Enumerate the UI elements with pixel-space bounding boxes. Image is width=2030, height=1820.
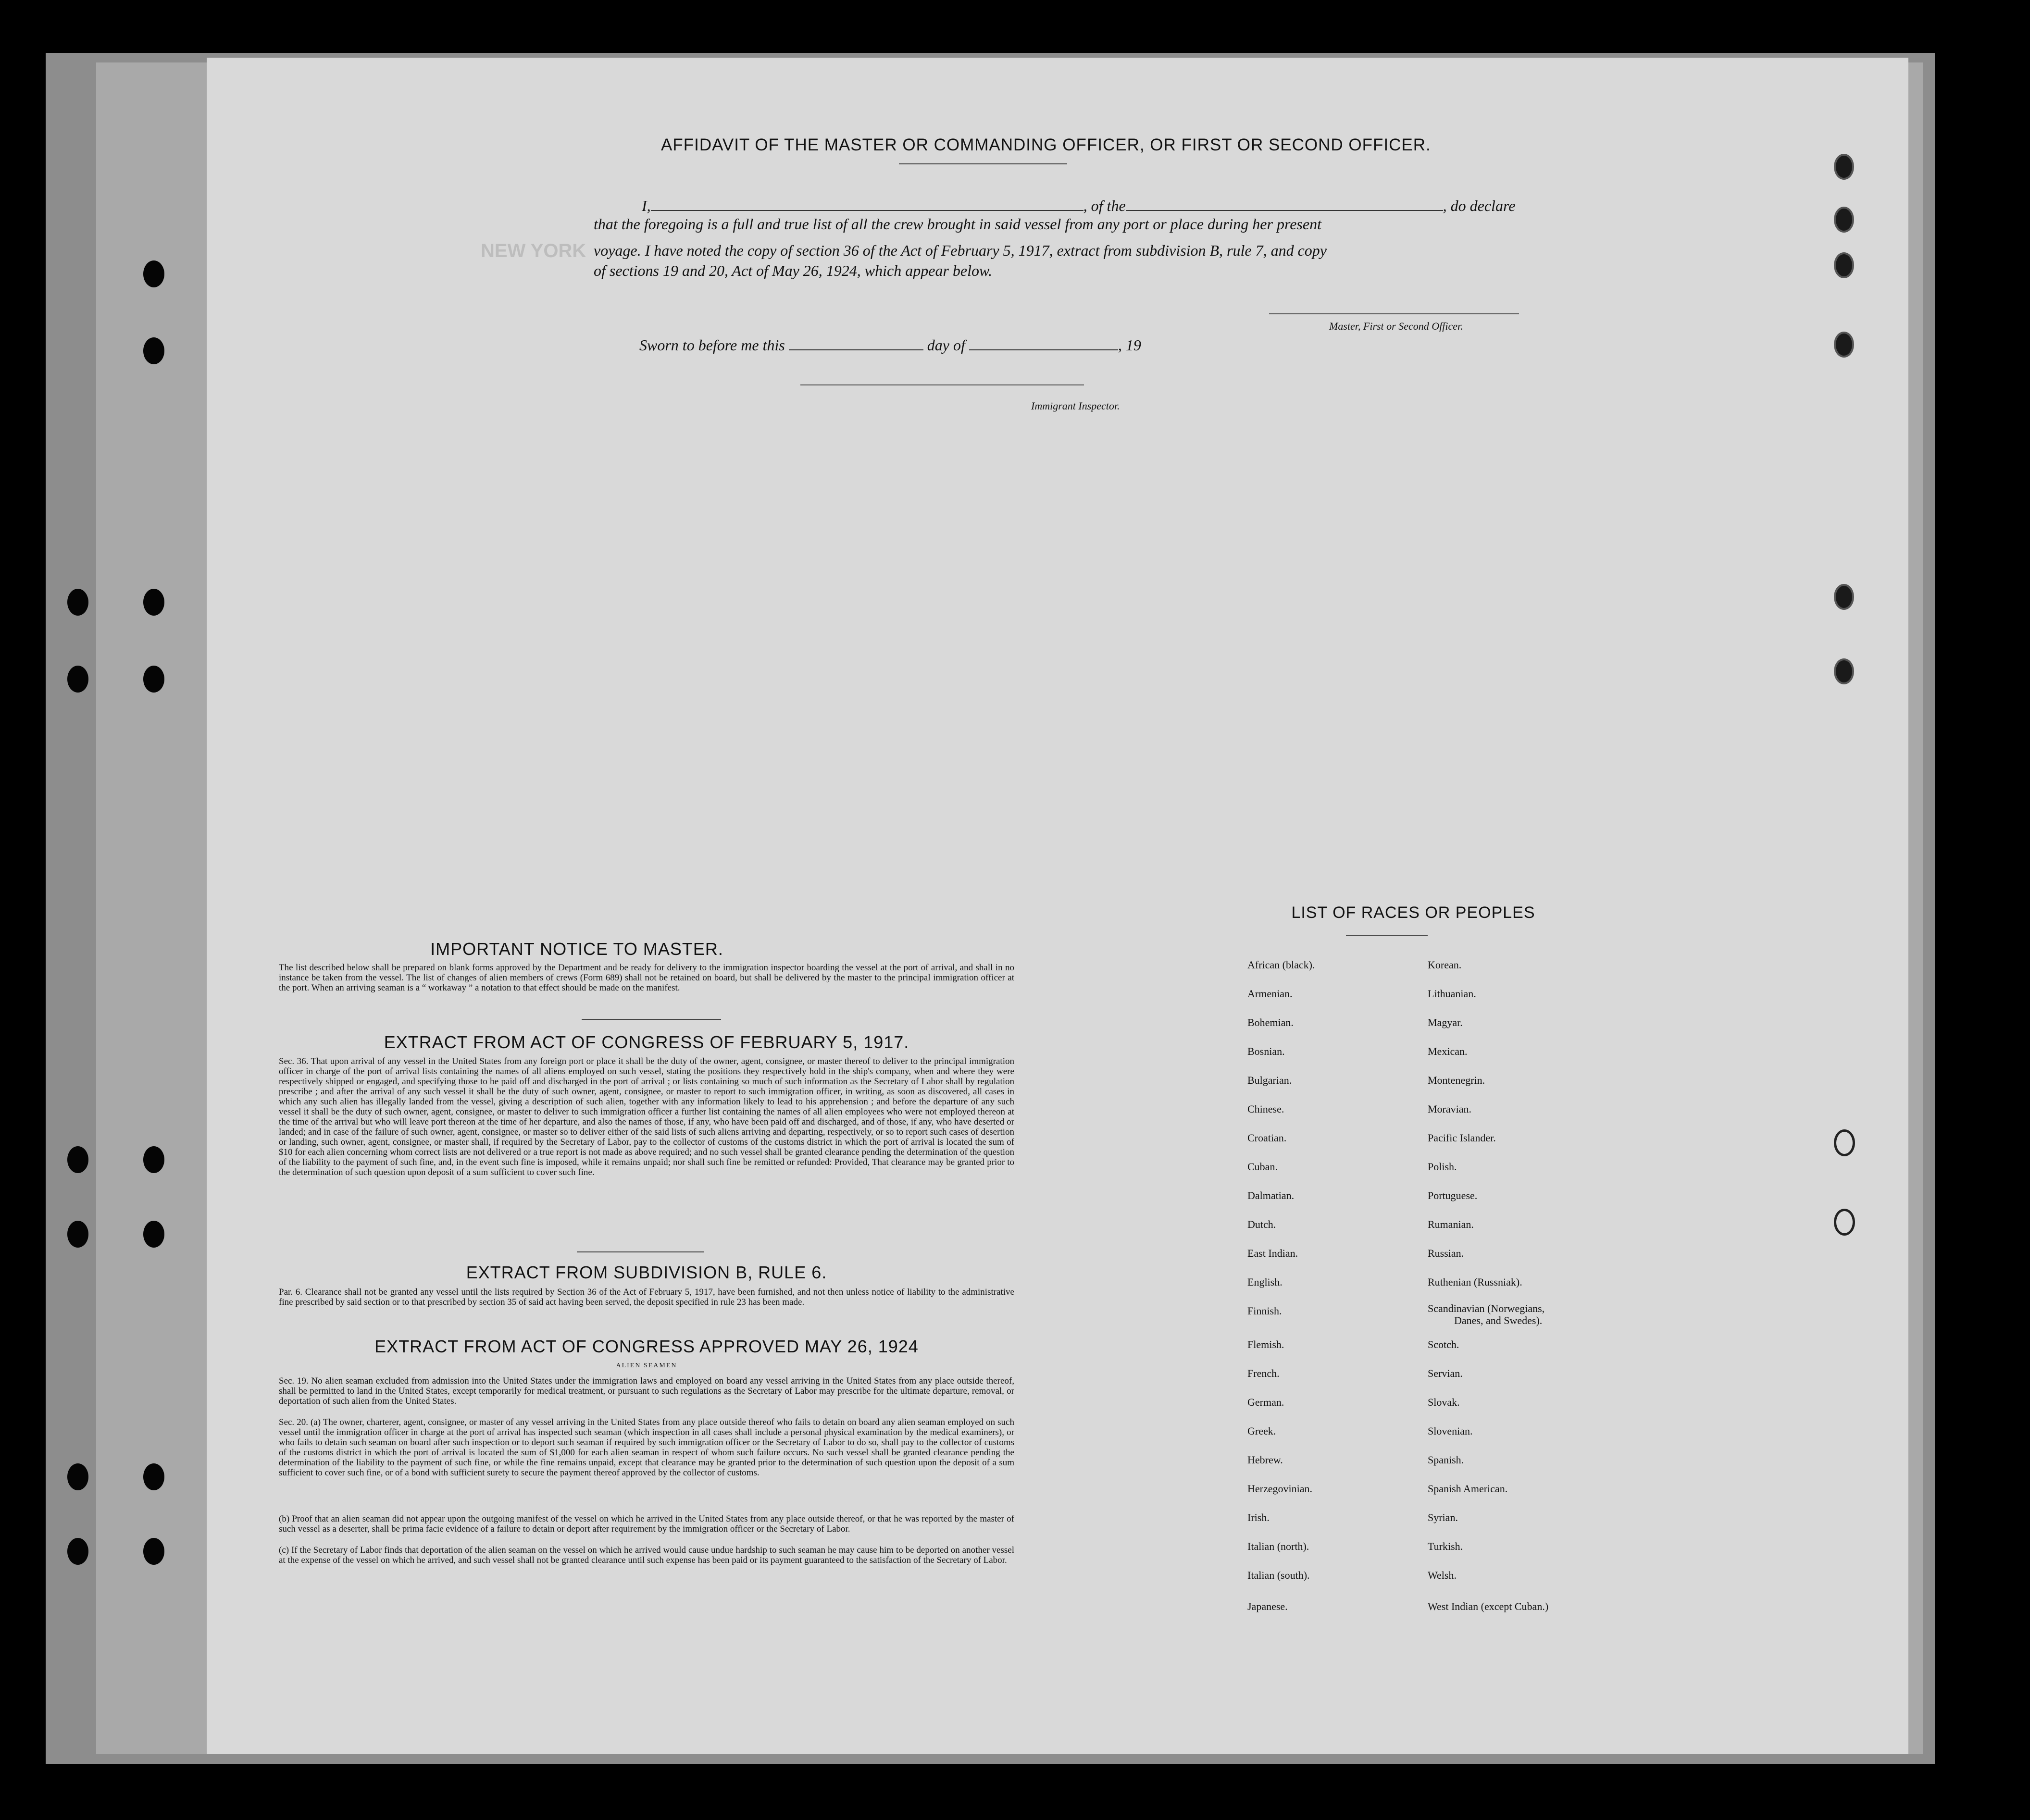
affidavit-line-3: voyage. I have noted the copy of section 36 of the Act of February 5, 1917, extract from subdivision B, rule 7, and copy xyxy=(594,242,1327,259)
race-item: Armenian. xyxy=(1247,988,1293,1000)
sworn-prefix: Sworn to before me this xyxy=(639,336,785,354)
race-item: Welsh. xyxy=(1428,1569,1457,1581)
master-label: Master, First or Second Officer. xyxy=(1329,320,1463,332)
race-item: Scandinavian (Norwegians, xyxy=(1428,1302,1545,1314)
race-item: Italian (south). xyxy=(1247,1569,1310,1581)
binder-hole-icon xyxy=(143,260,164,287)
race-item: West Indian (except Cuban.) xyxy=(1428,1600,1549,1612)
race-item: Japanese. xyxy=(1247,1600,1288,1612)
divider xyxy=(582,1019,721,1020)
binder-hole-icon xyxy=(143,1463,164,1490)
race-item: Pacific Islander. xyxy=(1428,1132,1496,1144)
binder-hole-icon xyxy=(67,589,88,616)
master-signature-line[interactable] xyxy=(1269,313,1519,314)
divider xyxy=(1346,935,1428,936)
race-item: Dalmatian. xyxy=(1247,1189,1295,1201)
affidavit-declare: , do declare xyxy=(1443,197,1516,214)
sworn-day-label: day of xyxy=(927,336,965,354)
binder-hole-icon xyxy=(143,1538,164,1565)
notice-body: The list described below shall be prepared on blank forms approved by the Department and be ready for delivery to the immigration inspector boarding the vessel at the port of arrival, and shall in no instance be taken from the vessel. The list of changes of alien members of crews (Form 689) shall not be retained on board, but shall be delivered by the master to the principal immigration officer at the port. When an arriving seaman is a “ workaway ” a notation to that effect should be made on the manifest. xyxy=(279,963,1014,993)
race-item: African (black). xyxy=(1247,959,1315,971)
extract-1917-title: EXTRACT FROM ACT OF CONGRESS OF FEBRUARY 5, 1917. xyxy=(384,1032,909,1052)
binder-hole-icon xyxy=(1834,154,1854,180)
race-item: English. xyxy=(1247,1276,1283,1288)
binder-hole-icon xyxy=(1834,658,1854,684)
race-item: Scotch. xyxy=(1428,1338,1459,1350)
binder-hole-icon xyxy=(1834,1209,1855,1236)
binder-hole-icon xyxy=(1834,252,1854,278)
race-item: Herzegovinian. xyxy=(1247,1483,1312,1495)
sworn-year-label: , 19 xyxy=(1118,336,1141,354)
race-item: Flemish. xyxy=(1247,1338,1284,1350)
affidavit-of-the: , of the xyxy=(1083,197,1126,214)
binder-hole-icon xyxy=(143,1221,164,1248)
race-item: Turkish. xyxy=(1428,1540,1463,1552)
race-item: Spanish. xyxy=(1428,1454,1464,1466)
extract-1924-subtitle: ALIEN SEAMEN xyxy=(616,1362,677,1369)
affidavit-i: I, xyxy=(642,197,651,214)
notice-title: IMPORTANT NOTICE TO MASTER. xyxy=(430,939,723,959)
race-item: German. xyxy=(1247,1396,1284,1408)
binder-hole-icon xyxy=(143,337,164,364)
race-item: Russian. xyxy=(1428,1247,1464,1259)
binder-hole-icon xyxy=(67,1538,88,1565)
name-blank[interactable] xyxy=(651,209,1083,211)
race-item: Magyar. xyxy=(1428,1016,1463,1028)
race-item: Italian (north). xyxy=(1247,1540,1309,1552)
race-item: Ruthenian (Russniak). xyxy=(1428,1276,1522,1288)
race-item: Slovenian. xyxy=(1428,1425,1473,1437)
sworn-line xyxy=(639,336,1141,354)
binder-hole-icon xyxy=(1834,207,1854,233)
inspector-label: Immigrant Inspector. xyxy=(1031,400,1120,412)
race-item: East Indian. xyxy=(1247,1247,1298,1259)
race-item: French. xyxy=(1247,1367,1280,1379)
binder-hole-icon xyxy=(1834,1129,1855,1156)
affidavit-title: AFFIDAVIT OF THE MASTER OR COMMANDING OFFICER, OR FIRST OR SECOND OFFICER. xyxy=(661,136,1431,154)
race-item: Korean. xyxy=(1428,959,1462,971)
race-item: Croatian. xyxy=(1247,1132,1287,1144)
binder-hole-icon xyxy=(67,1146,88,1173)
race-item: Dutch. xyxy=(1247,1218,1276,1230)
extract-1924-sec19: Sec. 19. No alien seaman excluded from admission into the United States under the immigration laws and employed on board any vessel arriving in the United States from any place outside thereof, shall be permitted to land in the United States, except temporarily for medical treatment, or pursuant to such regulations as the Secretary of Labor may prescribe for the ultimate departure, removal, or deportation of such alien from the United States. xyxy=(279,1376,1014,1406)
binder-hole-icon xyxy=(67,666,88,693)
races-title: LIST OF RACES OR PEOPLES xyxy=(1291,904,1535,922)
race-item: Finnish. xyxy=(1247,1305,1282,1317)
sworn-day-blank[interactable] xyxy=(789,348,923,350)
race-item: Polish. xyxy=(1428,1161,1457,1173)
binder-hole-icon xyxy=(1834,332,1854,358)
binder-hole-icon xyxy=(143,666,164,693)
race-item: Montenegrin. xyxy=(1428,1074,1485,1086)
race-item: Rumanian. xyxy=(1428,1218,1474,1230)
divider xyxy=(577,1251,704,1252)
race-item: Cuban. xyxy=(1247,1161,1278,1173)
race-item-continued: Danes, and Swedes). xyxy=(1454,1314,1543,1326)
race-item: Chinese. xyxy=(1247,1103,1284,1115)
binder-hole-icon xyxy=(67,1463,88,1490)
race-item: Irish. xyxy=(1247,1511,1270,1523)
race-item: Bohemian. xyxy=(1247,1016,1294,1028)
extract-rule6-body: Par. 6. Clearance shall not be granted any vessel until the lists required by Section 36 of the Act of February 5, 1917, have been furnished, and not then unless notice of liability to the administrative fine prescribed by said section or to that prescribed by section 35 of said act having been served, the deposit specified in rule 23 has been made. xyxy=(279,1287,1014,1307)
sworn-month-blank[interactable] xyxy=(969,348,1118,350)
race-item: Syrian. xyxy=(1428,1511,1458,1523)
binder-hole-icon xyxy=(143,1146,164,1173)
race-item: Spanish American. xyxy=(1428,1483,1508,1495)
affidavit-line-4: of sections 19 and 20, Act of May 26, 1924, which appear below. xyxy=(594,262,992,279)
binder-hole-icon xyxy=(143,589,164,616)
race-item: Portuguese. xyxy=(1428,1189,1478,1201)
race-item: Bosnian. xyxy=(1247,1045,1285,1057)
bleed-through-port: NEW YORK xyxy=(481,240,586,261)
affidavit-line-1 xyxy=(642,197,1515,215)
race-item: Moravian. xyxy=(1428,1103,1472,1115)
vessel-blank[interactable] xyxy=(1126,209,1443,211)
title-underline xyxy=(899,163,1067,164)
manifest-page xyxy=(207,58,1908,1754)
extract-1924-title: EXTRACT FROM ACT OF CONGRESS APPROVED MAY 26, 1924 xyxy=(374,1337,919,1356)
affidavit-line-2: that the foregoing is a full and true list of all the crew brought in said vessel from any port or place during her present xyxy=(594,215,1321,233)
extract-1924-sec20b: (b) Proof that an alien seaman did not appear upon the outgoing manifest of the vessel on which he arrived in the United States from any place outside thereof, or that he was reported by the master of such vessel as a deserter, shall be prima facie evidence of a failure to detain or deport after requirement by the immigration officer or the Secretary of Labor. xyxy=(279,1514,1014,1534)
race-item: Mexican. xyxy=(1428,1045,1468,1057)
race-item: Greek. xyxy=(1247,1425,1276,1437)
race-item: Servian. xyxy=(1428,1367,1463,1379)
race-item: Slovak. xyxy=(1428,1396,1460,1408)
extract-1917-body: Sec. 36. That upon arrival of any vessel in the United States from any foreign port or place it shall be the duty of the owner, agent, consignee, or master thereof to deliver to the principal immigration officer in charge of the port of arrival lists containing the names of all aliens employed on such vessel, stating the positions they respectively hold in the ship's company, when and where they were respectively shipped or engaged, and specifying those to be paid off and discharged in the port of arrival ; or lists containing so much of such information as the Secretary of Labor shall by regulation prescribe ; and after the arrival of any such vessel it shall be the duty of such owner, agent, consignee, or master to report to such immigration officer, in writing, as soon as discovered, all cases in which any such alien has illegally landed from the vessel, giving a description of such alien, together with any information likely to lead to his apprehension ; and before the departure of any such vessel it shall be the duty of such owner, agent, consignee, or master to deliver to such immigration officer a further list containing the names of all alien employees who were not employed thereon at the time of the arrival but who will leave port thereon at the time of her departure, and also the names of those, if any, who have been paid off and discharged, and of those, if any, who have deserted or landed; and in case of the failure of such owner, agent, consignee, or master so to deliver either of the said lists of such aliens arriving and departing, respectively, or so to report such cases of desertion or landing, such owner, agent, consignee, or master shall, if required by the Secretary of Labor, pay to the collector of customs of the customs district in which the port of arrival is located the sum of $10 for each alien concerning whom correct lists are not delivered or a true report is not made as above required; and no such vessel shall be granted clearance pending the determination of the question of the liability to the payment of such fine, and, in the event such fine is imposed, while it remains unpaid; nor shall such fine be remitted or refunded: Provided, That clearance may be granted prior to the determination of such question upon deposit of a sum sufficient to cover such fine. xyxy=(279,1056,1014,1177)
race-item: Hebrew. xyxy=(1247,1454,1283,1466)
race-item: Lithuanian. xyxy=(1428,988,1476,1000)
inspector-signature-line[interactable] xyxy=(800,384,1084,385)
extract-rule6-title: EXTRACT FROM SUBDIVISION B, RULE 6. xyxy=(466,1263,827,1282)
extract-1924-sec20a: Sec. 20. (a) The owner, charterer, agent, consignee, or master of any vessel arriving in the United States from any place outside thereof who fails to detain on board any alien seaman employed on such vessel until the immigration officer in charge at the port of arrival has inspected such seaman (which inspection in all cases shall include a personal physical examination by the medical examiners), or who fails to detain such seaman on board after such inspection or to deport such seaman if required by such immigration officer or the Secretary of Labor to do so, shall pay to the collector of customs of the customs district in which the port of arrival is located the sum of $1,000 for each alien seaman in respect of whom such failure occurs. No such vessel shall be granted clearance pending the determination of the liability to the payment of such fine, or while the fine remains unpaid, except that clearance may be granted prior to the determination of such question upon the deposit of a sum sufficient to cover such fine, or of a bond with sufficient surety to secure the payment thereof approved by the collector of customs. xyxy=(279,1417,1014,1478)
binder-hole-icon xyxy=(67,1221,88,1248)
race-item: Bulgarian. xyxy=(1247,1074,1292,1086)
binder-hole-icon xyxy=(1834,584,1854,610)
extract-1924-sec20c: (c) If the Secretary of Labor finds that deportation of the alien seaman on the vessel on which he arrived would cause undue hardship to such seaman he may cause him to be deported on another vessel at the expense of the vessel on which he arrived, and such vessel shall not be granted clearance until such expense has been paid or its payment guaranteed to the satisfaction of the Secretary of Labor. xyxy=(279,1545,1014,1565)
